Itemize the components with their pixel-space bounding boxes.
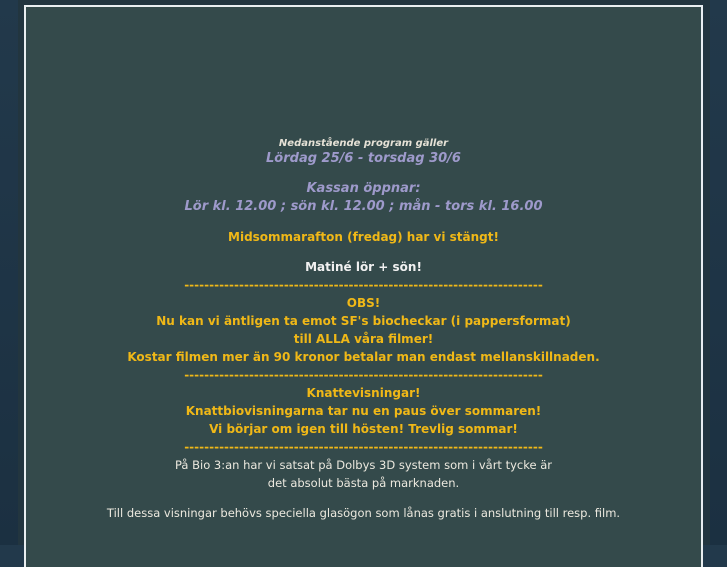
bio3-info: På Bio 3:an har vi satsat på Dolbys 3D system som i vårt tycke är xyxy=(175,458,552,472)
divider: ------------------------------------------------------------------------ xyxy=(184,278,543,292)
obs-line: Nu kan vi äntligen ta emot SF's biocheckar (i pappersformat) xyxy=(156,314,571,328)
obs-heading: OBS! xyxy=(346,296,381,310)
kids-line: Knattbiovisningarna tar nu en paus över sommaren! xyxy=(185,404,542,418)
program-dates: Lördag 25/6 - torsdag 30/6 xyxy=(266,151,461,166)
midsummer-closed: Midsommarafton (fredag) har vi stängt! xyxy=(228,230,499,244)
obs-line: Kostar filmen mer än 90 kronor betalar man endast mellanskillnaden. xyxy=(127,350,600,364)
bio3-info: det absolut bästa på marknaden. xyxy=(267,476,460,490)
divider: ------------------------------------------------------------------------ xyxy=(184,440,543,454)
divider: ------------------------------------------------------------------------ xyxy=(184,368,543,382)
program-notice xyxy=(26,137,701,522)
content-panel xyxy=(26,7,701,567)
matinee-notice: Matiné lör + sön! xyxy=(305,260,422,274)
kids-heading: Knattevisningar! xyxy=(306,386,421,400)
box-office-heading: Kassan öppnar: xyxy=(306,181,421,196)
program-intro: Nedanstående program gäller xyxy=(278,138,449,149)
box-office-hours: Lör kl. 12.00 ; sön kl. 12.00 ; mån - tors kl. 16.00 xyxy=(184,199,543,214)
glasses-info: Till dessa visningar behövs speciella glasögon som lånas gratis i anslutning till resp. film. xyxy=(106,506,621,520)
obs-line: till ALLA våra filmer! xyxy=(293,332,434,346)
kids-line: Vi börjar om igen till hösten! Trevlig sommar! xyxy=(209,422,518,436)
